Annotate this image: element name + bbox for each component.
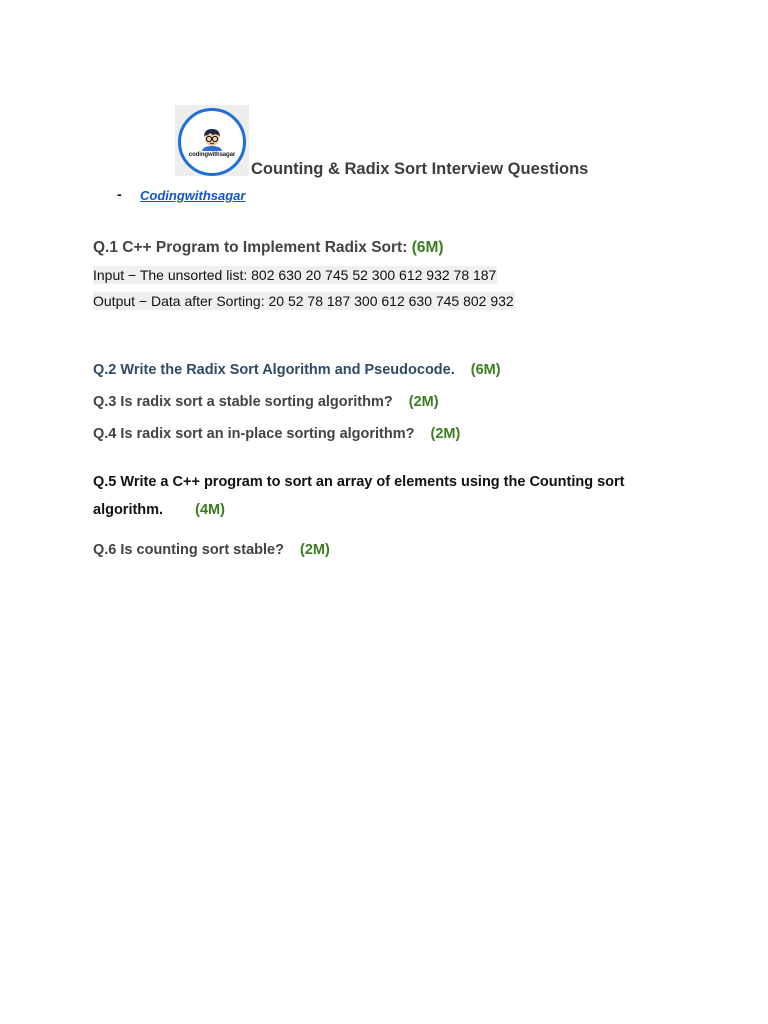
- input-example: Input − The unsorted list: 802 630 20 745 52 300 612 932 78 187: [93, 267, 497, 283]
- question-number: Q.2: [93, 362, 117, 378]
- page-title: Counting & Radix Sort Interview Questions: [251, 160, 589, 178]
- bullet-dash: -: [117, 186, 122, 202]
- question-5: [93, 468, 683, 524]
- question-text: Write a C++ program to sort an array of elements using the Counting sort algorithm.: [93, 474, 625, 518]
- logo: [175, 105, 249, 176]
- output-example: Output − Data after Sorting: 20 52 78 187 300 612 630 745 802 932: [93, 293, 514, 309]
- question-marks: (2M): [430, 426, 461, 442]
- question-text: Is counting sort stable?: [120, 542, 284, 558]
- question-6: [93, 542, 330, 558]
- question-marks: (6M): [411, 239, 444, 256]
- question-marks: (6M): [470, 362, 501, 378]
- question-3: [93, 394, 439, 410]
- question-number: Q.4: [93, 426, 117, 442]
- question-marks: (2M): [408, 394, 439, 410]
- question-text: Write the Radix Sort Algorithm and Pseudocode.: [120, 362, 455, 378]
- logo-text: codingwithsagar: [188, 151, 236, 158]
- question-4: [93, 426, 460, 442]
- logo-badge: [178, 108, 246, 176]
- question-number: Q.1: [93, 239, 118, 256]
- question-marks: (4M): [195, 502, 225, 518]
- question-marks: (2M): [299, 542, 330, 558]
- question-text: C++ Program to Implement Radix Sort:: [122, 239, 408, 256]
- question-number: Q.5: [93, 474, 117, 490]
- question-1: [93, 239, 444, 257]
- question-number: Q.3: [93, 394, 117, 410]
- author-link[interactable]: Codingwithsagar: [140, 188, 246, 203]
- avatar-icon: [198, 127, 226, 151]
- question-number: Q.6: [93, 542, 117, 558]
- question-text: Is radix sort a stable sorting algorithm?: [120, 394, 393, 410]
- question-text: Is radix sort an in-place sorting algorithm?: [120, 426, 415, 442]
- question-2: [93, 362, 501, 378]
